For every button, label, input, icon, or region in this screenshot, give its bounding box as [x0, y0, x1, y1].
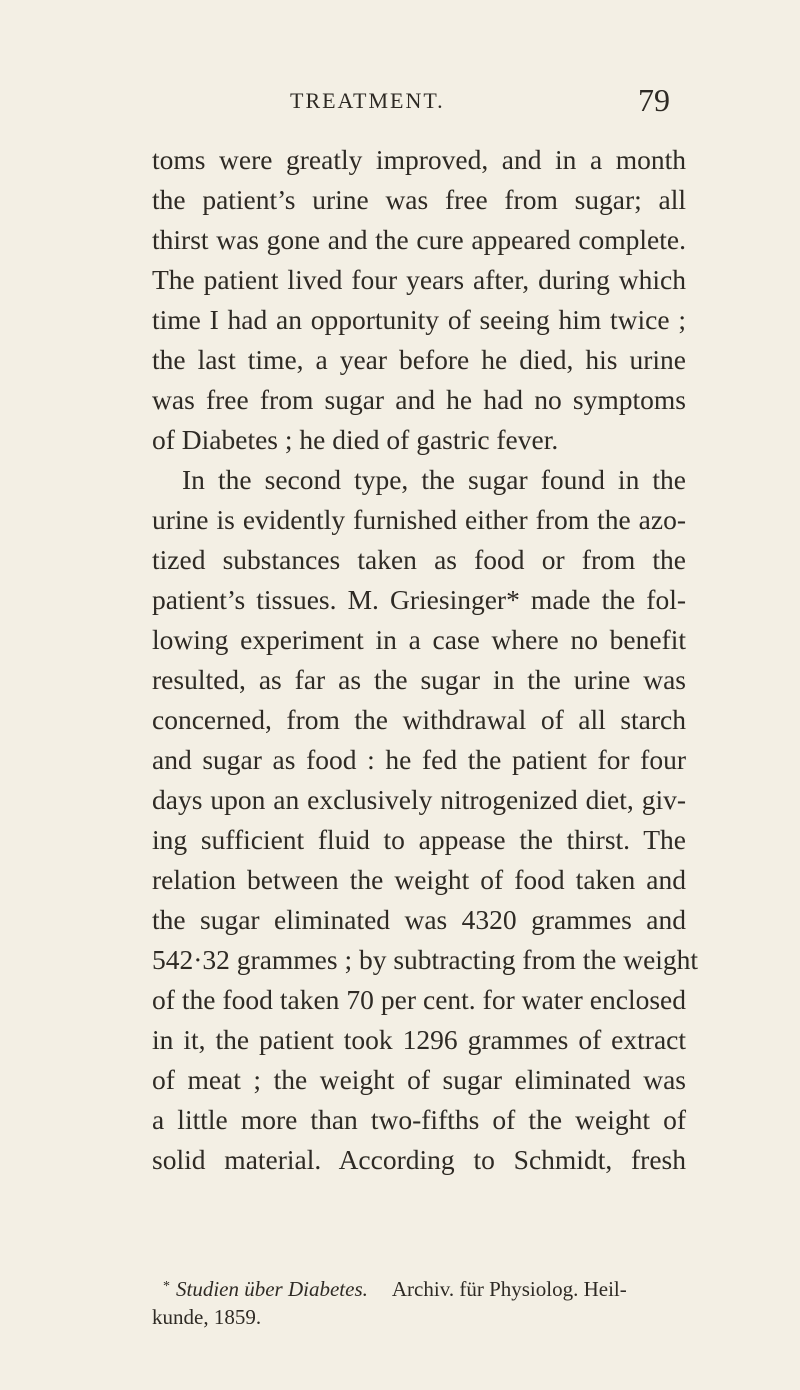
- text-line: In the second type, the sugar found in the: [182, 464, 686, 495]
- text-line: the last time, a year before he died, his urine: [152, 344, 686, 375]
- text-line: time I had an opportunity of seeing him twice ;: [152, 304, 686, 335]
- chapter-title: TREATMENT.: [290, 88, 445, 113]
- text-line: days upon an exclusively nitrogenized diet, giv-: [152, 784, 686, 815]
- text-line: tized substances taken as food or from the: [152, 544, 686, 575]
- text-line: The patient lived four years after, during which: [152, 264, 686, 295]
- text-line: and sugar as food : he fed the patient for four: [152, 744, 686, 775]
- text-line: urine is evidently furnished either from the azo-: [152, 504, 686, 535]
- text-line: of Diabetes ; he died of gastric fever.: [152, 424, 559, 455]
- text-line: concerned, from the withdrawal of all starch: [152, 704, 686, 735]
- running-head: [0, 82, 800, 122]
- text-line: in it, the patient took 1296 grammes of extract: [152, 1024, 686, 1055]
- text-line: ing sufficient fluid to appease the thirst. The: [152, 824, 686, 855]
- text-line: lowing experiment in a case where no benefit: [152, 624, 686, 655]
- text-line: patient’s tissues. M. Griesinger* made the fol-: [152, 584, 686, 615]
- text-line: toms were greatly improved, and in a month: [152, 144, 686, 175]
- footnote-citation: Archiv. für Physiolog. Heil-: [391, 1277, 627, 1301]
- text-line: resulted, as far as the sugar in the urine was: [152, 664, 686, 695]
- text-line: relation between the weight of food taken and: [152, 864, 686, 895]
- footnote-marker: *: [163, 1279, 170, 1294]
- text-line: of meat ; the weight of sugar eliminated was: [152, 1064, 686, 1095]
- footnote-line: kunde, 1859.: [152, 1305, 262, 1329]
- text-line: of the food taken 70 per cent. for water enclosed: [152, 984, 686, 1015]
- page-number: 79: [638, 82, 670, 118]
- text-line: the sugar eliminated was 4320 grammes and: [152, 904, 686, 935]
- text-line: was free from sugar and he had no symptoms: [152, 384, 686, 415]
- text-line: a little more than two-fifths of the weight of: [152, 1104, 686, 1135]
- text-line: 542·32 grammes ; by subtracting from the weight: [152, 944, 699, 975]
- text-line: the patient’s urine was free from sugar; all: [152, 184, 686, 215]
- text-line: solid material. According to Schmidt, fresh: [152, 1144, 686, 1175]
- footnote-line: [163, 1272, 686, 1302]
- text-line: thirst was gone and the cure appeared complete.: [152, 224, 686, 255]
- footnote-cited-title: Studien über Diabetes.: [176, 1277, 368, 1301]
